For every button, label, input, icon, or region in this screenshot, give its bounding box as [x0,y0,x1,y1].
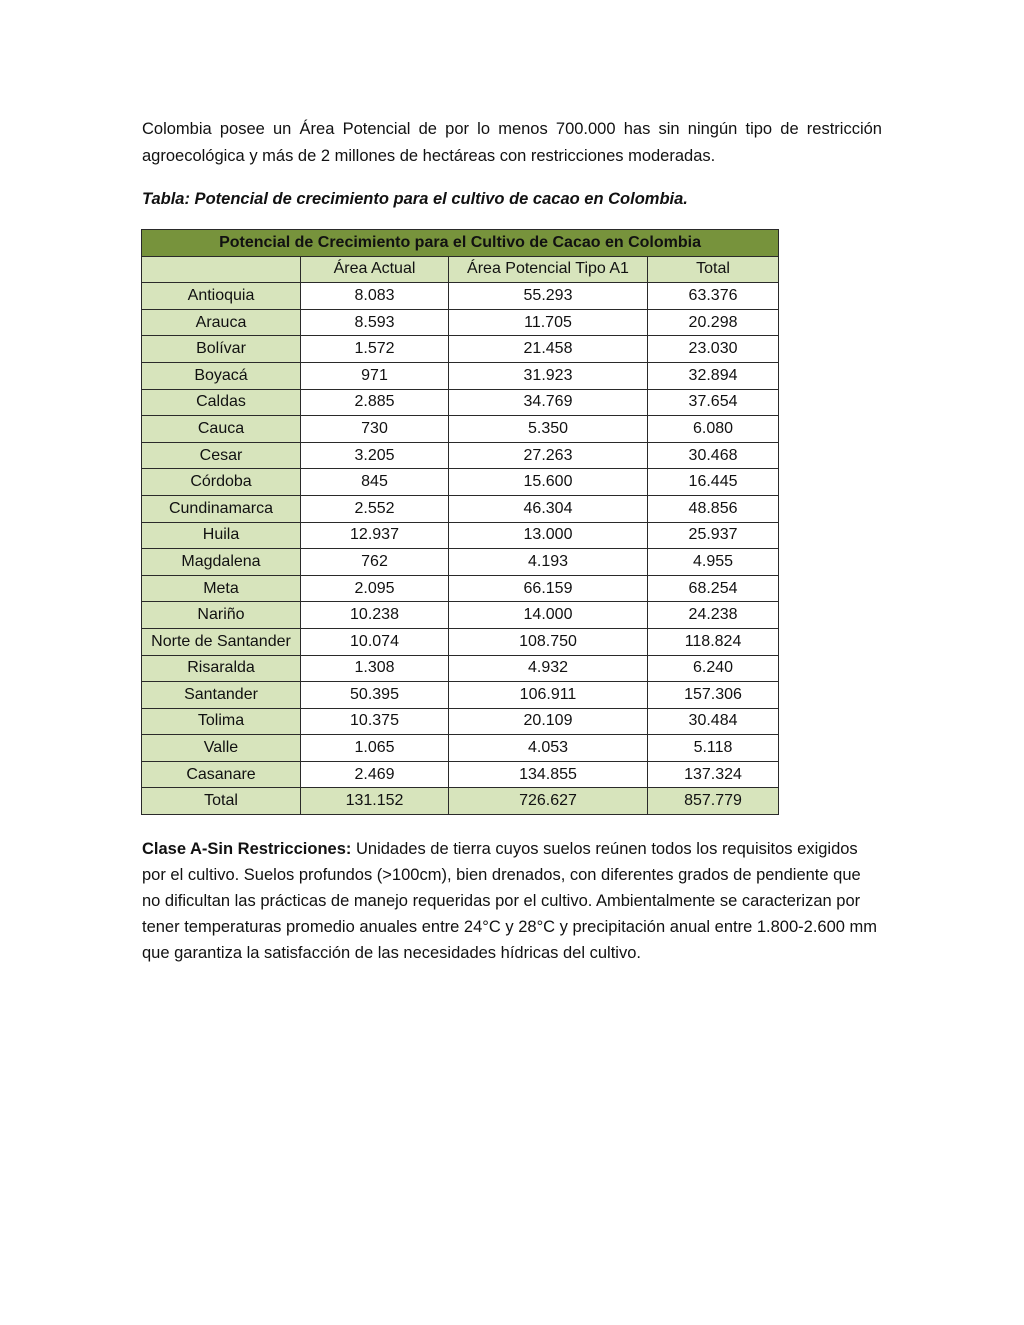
intro-paragraph: Colombia posee un Área Potencial de por lo menos 700.000 has sin ningún tipo de restricción agroecológica y más de 2 millones de hectáreas con restricciones moderadas. [142,120,882,165]
row-department: Caldas [142,389,301,416]
cell-area-actual: 1.065 [301,735,449,762]
cell-area-potencial: 66.159 [449,575,648,602]
table-total-row [142,788,779,815]
cell-total: 37.654 [648,389,779,416]
cell-area-actual: 2.469 [301,761,449,788]
table-row [142,655,779,682]
table-row [142,495,779,522]
total-area-potencial: 726.627 [449,788,648,815]
cell-total: 137.324 [648,761,779,788]
cell-area-potencial: 4.193 [449,549,648,576]
cell-area-actual: 3.205 [301,442,449,469]
cell-area-actual: 1.308 [301,655,449,682]
cell-area-potencial: 55.293 [449,283,648,310]
row-department: Norte de Santander [142,628,301,655]
cell-area-actual: 971 [301,362,449,389]
table-title: Potencial de Crecimiento para el Cultivo de Cacao en Colombia [142,230,779,257]
cell-total: 30.484 [648,708,779,735]
table-row [142,442,779,469]
cell-area-potencial: 106.911 [449,682,648,709]
cell-total: 157.306 [648,682,779,709]
cell-total: 25.937 [648,522,779,549]
cell-total: 20.298 [648,309,779,336]
cell-total: 48.856 [648,495,779,522]
cell-area-actual: 10.074 [301,628,449,655]
table-row [142,309,779,336]
row-department: Huila [142,522,301,549]
header-total: Total [648,256,779,283]
header-area-potencial: Área Potencial Tipo A1 [449,256,648,283]
table-row [142,549,779,576]
row-department: Cundinamarca [142,495,301,522]
cell-total: 4.955 [648,549,779,576]
clase-a-paragraph [142,836,882,966]
cell-area-potencial: 4.932 [449,655,648,682]
table-row [142,761,779,788]
cell-area-actual: 2.552 [301,495,449,522]
cell-area-actual: 8.083 [301,283,449,310]
table-row [142,362,779,389]
table-row [142,682,779,709]
cell-area-actual: 50.395 [301,682,449,709]
cell-area-actual: 12.937 [301,522,449,549]
cell-area-potencial: 21.458 [449,336,648,363]
cell-area-potencial: 27.263 [449,442,648,469]
cell-area-potencial: 134.855 [449,761,648,788]
table-row [142,708,779,735]
row-department: Cesar [142,442,301,469]
total-label: Total [142,788,301,815]
cell-area-potencial: 20.109 [449,708,648,735]
total-area-actual: 131.152 [301,788,449,815]
table-header-row [142,256,779,283]
cell-area-potencial: 34.769 [449,389,648,416]
row-department: Tolima [142,708,301,735]
cell-total: 6.240 [648,655,779,682]
table-title-row [142,230,779,257]
cell-area-potencial: 14.000 [449,602,648,629]
row-department: Valle [142,735,301,762]
cell-total: 118.824 [648,628,779,655]
cell-total: 63.376 [648,283,779,310]
table-row [142,389,779,416]
cell-area-potencial: 46.304 [449,495,648,522]
cell-total: 23.030 [648,336,779,363]
table-row [142,416,779,443]
row-department: Magdalena [142,549,301,576]
table-row [142,628,779,655]
cell-area-actual: 10.375 [301,708,449,735]
cell-area-potencial: 4.053 [449,735,648,762]
table-row [142,575,779,602]
cell-area-actual: 730 [301,416,449,443]
cell-area-potencial: 11.705 [449,309,648,336]
cell-area-actual: 762 [301,549,449,576]
cell-total: 68.254 [648,575,779,602]
cell-area-actual: 2.885 [301,389,449,416]
cell-area-actual: 2.095 [301,575,449,602]
clase-a-label: Clase A-Sin Restricciones: [142,840,352,858]
row-department: Arauca [142,309,301,336]
cell-total: 6.080 [648,416,779,443]
table-row [142,522,779,549]
row-department: Casanare [142,761,301,788]
row-department: Santander [142,682,301,709]
cell-area-potencial: 5.350 [449,416,648,443]
cell-area-potencial: 108.750 [449,628,648,655]
header-empty [142,256,301,283]
row-department: Meta [142,575,301,602]
row-department: Nariño [142,602,301,629]
cell-area-potencial: 31.923 [449,362,648,389]
header-area-actual: Área Actual [301,256,449,283]
table-row [142,336,779,363]
row-department: Bolívar [142,336,301,363]
row-department: Risaralda [142,655,301,682]
cell-area-actual: 845 [301,469,449,496]
row-department: Antioquia [142,283,301,310]
cell-area-potencial: 13.000 [449,522,648,549]
cell-area-actual: 8.593 [301,309,449,336]
table-row [142,469,779,496]
row-department: Boyacá [142,362,301,389]
table-row [142,602,779,629]
row-department: Córdoba [142,469,301,496]
table-row [142,735,779,762]
cell-total: 24.238 [648,602,779,629]
cacao-growth-table [141,229,779,815]
table-row [142,283,779,310]
row-department: Cauca [142,416,301,443]
clase-a-text: Unidades de tierra cuyos suelos reúnen todos los requisitos exigidos por el cultivo. Suelos profundos (>100cm), bien drenados, con diferentes grados de pendiente que no dificultan las prácticas de manejo requeridas por el cultivo. Ambientalmente se caracterizan por tener temperaturas promedio anuales entre 24°C y 28°C y precipitación anual entre 1.800-2.600 mm que garantiza la satisfacción de las necesidades hídricas del cultivo. [142,840,878,962]
cell-total: 30.468 [648,442,779,469]
cell-total: 16.445 [648,469,779,496]
cell-total: 5.118 [648,735,779,762]
cell-area-actual: 10.238 [301,602,449,629]
cell-area-potencial: 15.600 [449,469,648,496]
cell-area-actual: 1.572 [301,336,449,363]
total-total: 857.779 [648,788,779,815]
table-caption: Tabla: Potencial de crecimiento para el cultivo de cacao en Colombia. [142,190,688,208]
cell-total: 32.894 [648,362,779,389]
